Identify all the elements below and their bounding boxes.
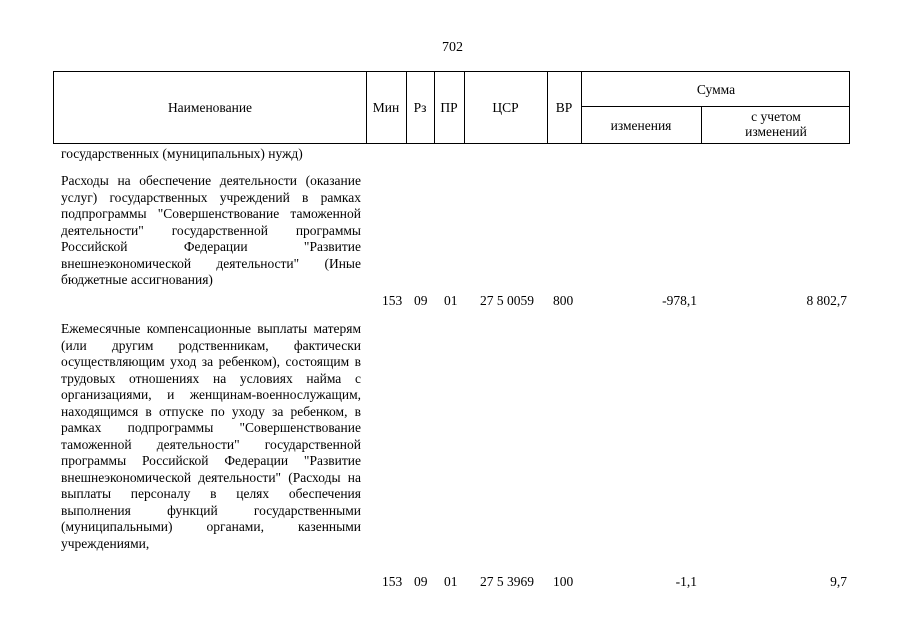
row-rz: 09 bbox=[414, 293, 428, 308]
header-min: Мин bbox=[372, 100, 400, 115]
row-min: 153 bbox=[382, 574, 403, 589]
row-csr: 27 5 3969 bbox=[480, 574, 534, 589]
header-csr: ЦСР bbox=[492, 100, 519, 115]
row-change: -1,1 bbox=[675, 574, 697, 589]
header-pr: ПР bbox=[440, 100, 458, 115]
row-name: Расходы на обеспечение деятельности (оказание услуг) государственных учреждений в рамках подпрограммы "Совершенствование таможенной деятельности" государственной программы Российской Федерации "Развитие внешнеэкономической деятельности" (Иные бюджетные ассигнования) bbox=[61, 173, 361, 287]
row-csr: 27 5 0059 bbox=[480, 293, 534, 308]
row-rz: 09 bbox=[414, 574, 428, 589]
row-min: 153 bbox=[382, 293, 403, 308]
row-change: -978,1 bbox=[662, 293, 697, 308]
row-with-change: 9,7 bbox=[830, 574, 847, 589]
page-number: 702 bbox=[442, 40, 463, 55]
header-change: изменения bbox=[610, 118, 672, 133]
sum-divider bbox=[581, 106, 849, 107]
row-with-change: 8 802,7 bbox=[806, 293, 847, 308]
header-sum: Сумма bbox=[696, 82, 736, 97]
table-header bbox=[53, 71, 850, 144]
row-vr: 100 bbox=[553, 574, 574, 589]
row-vr: 800 bbox=[553, 293, 574, 308]
row-name: государственных (муниципальных) нужд) bbox=[61, 146, 303, 161]
header-vr: ВР bbox=[555, 100, 573, 115]
row-name: Ежемесячные компенсационные выплаты матерям (или другим родственникам, фактически осуществляющим уход за ребенком), состоящим в трудовых отношениях на условиях найма с организациями, и женщинам-военнослужащим, находящимся в отпуске по уходу за ребенком, в рамках подпрограммы "Совершенствование таможенной деятельности" государственной программы Российской Федерации "Развитие внешнеэкономической деятельности" (Расходы на выплаты персоналу в целях обеспечения выполнения функций государственными (муниципальными) органами, казенными учреждениями, bbox=[61, 321, 361, 551]
header-name: Наименование bbox=[167, 100, 253, 115]
row-pr: 01 bbox=[444, 574, 458, 589]
header-with-change: с учетом изменений bbox=[745, 109, 807, 139]
row-pr: 01 bbox=[444, 293, 458, 308]
header-rz: Рз bbox=[413, 100, 427, 115]
